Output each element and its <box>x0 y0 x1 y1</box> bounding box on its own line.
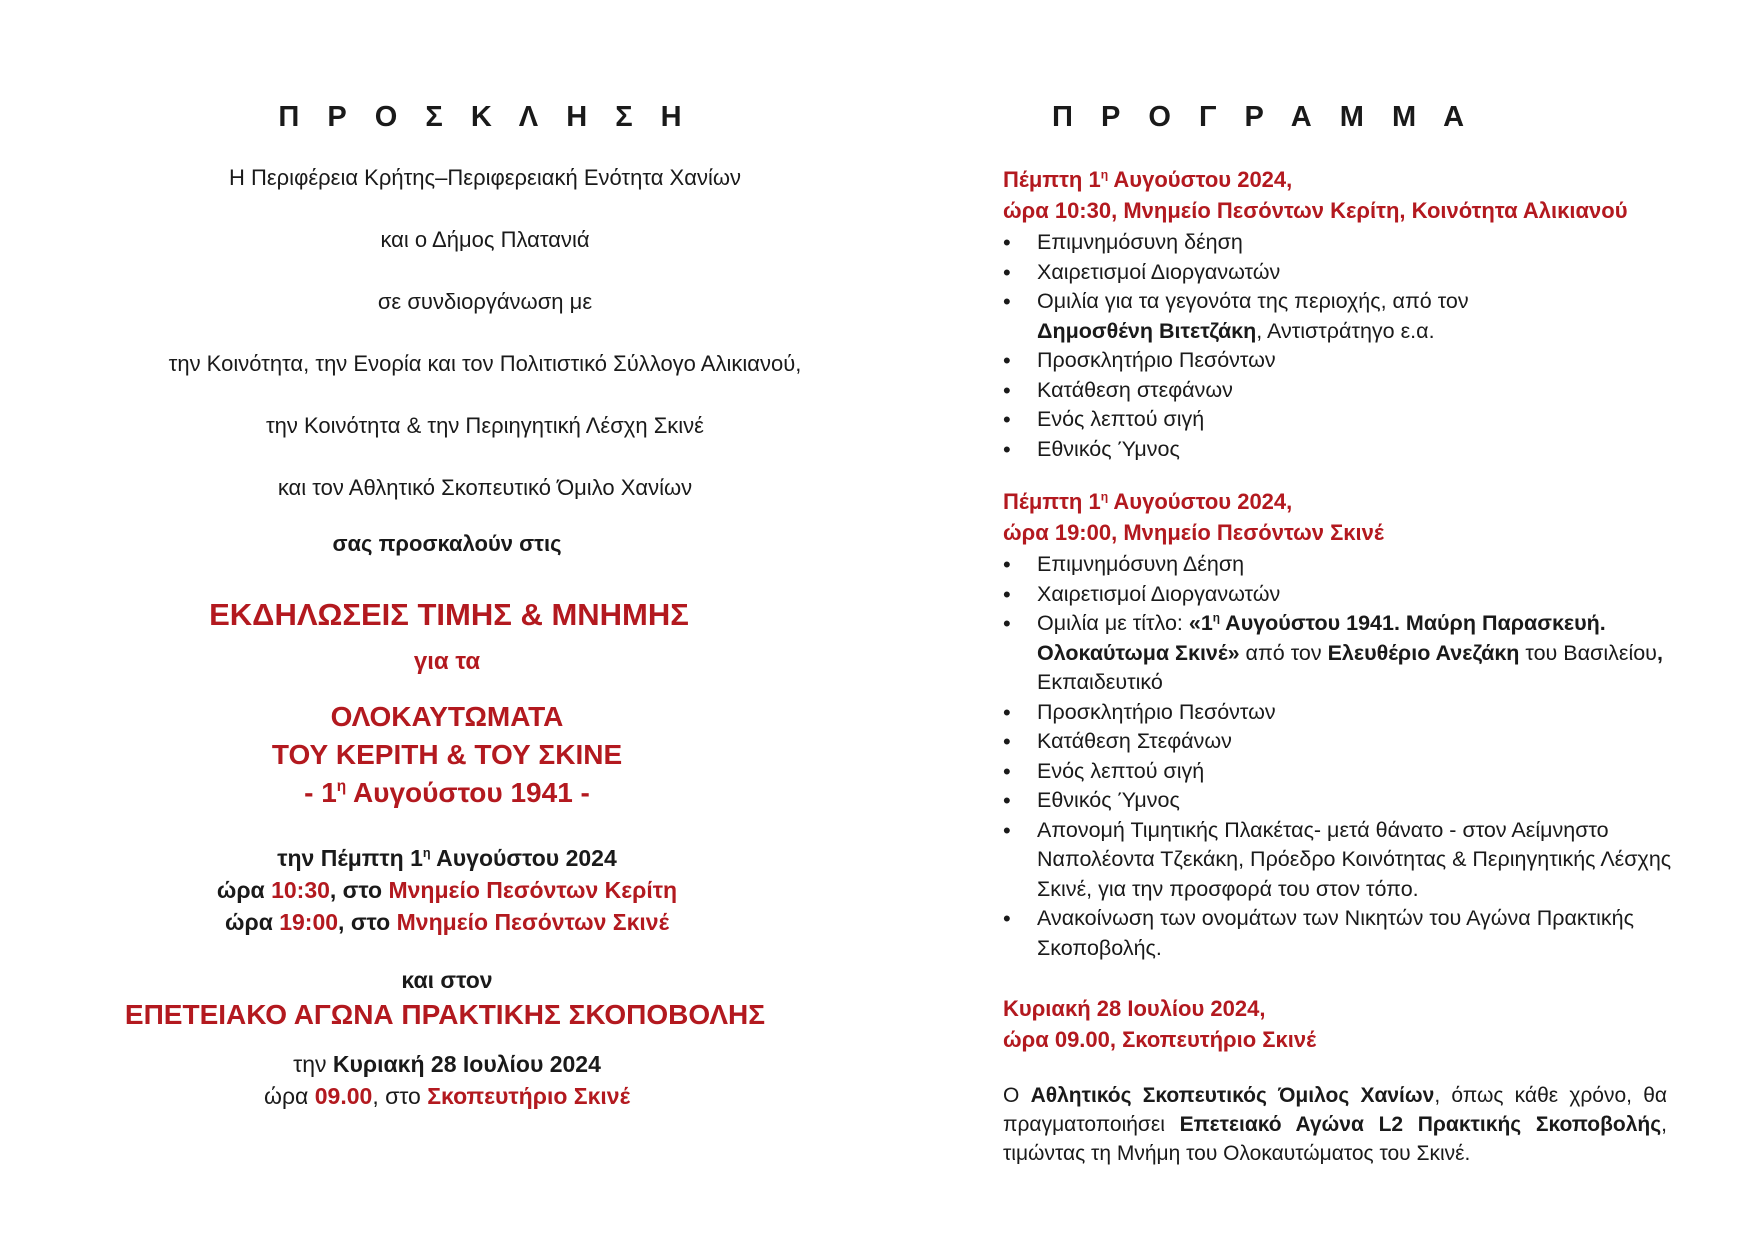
section-items <box>1003 550 1673 963</box>
list-item: • Ενός λεπτού σιγή <box>1003 405 1673 435</box>
for-the-line: για τα <box>413 648 481 675</box>
invitation-heading: Π Ρ Ο Σ Κ Λ Η Σ Η <box>278 101 692 133</box>
list-item: • Εθνικός Ύμνος <box>1003 435 1673 465</box>
programme-section-shooting <box>1003 993 1673 1168</box>
list-item: • Απονομή Τιμητικής Πλακέτας- μετά θάνατο - στον Αείμνηστο Ναπολέοντα Τζεκάκη, Πρόεδρο Κοινότητας & Περιηγητικής Λέσχης Σκινέ, για την προσφορά του στον τόπο. <box>1003 816 1673 905</box>
programme-section-keriti <box>1003 164 1673 464</box>
time-keriti: ώρα 10:30, στο Μνημείο Πεσόντων Κερίτη <box>216 877 678 903</box>
section-date: Κυριακή 28 Ιουλίου 2024, <box>1003 996 1266 1021</box>
list-item: • Εθνικός Ύμνος <box>1003 786 1673 816</box>
event-title: ΕΚΔΗΛΩΣΕΙΣ ΤΙΜΗΣ & ΜΝΗΜΗΣ <box>209 597 689 632</box>
and-at-line: και στον <box>401 967 493 993</box>
holocaust-line-1: ΟΛΟΚΑΥΤΩΜΑΤΑ <box>330 701 564 732</box>
list-item-speech: • Ομιλία για τα γεγονότα της περιοχής, από τον Δημοσθένη Βιτετζάκη, Αντιστράτηγο ε.α. <box>1003 287 1673 346</box>
list-item: • Κατάθεση στεφάνων <box>1003 376 1673 406</box>
invite-line: σας προσκαλούν στις <box>332 531 562 556</box>
time-shooting-range: ώρα 09.00, στο Σκοπευτήριο Σκινέ <box>264 1083 630 1109</box>
list-item: • Χαιρετισμοί Διοργανωτών <box>1003 258 1673 288</box>
list-item: • Επιμνημόσυνη δέηση <box>1003 228 1673 258</box>
section-items <box>1003 228 1673 464</box>
section-date: Πέμπτη $1^\eta$ Αυγούστου 2024, <box>1003 167 1293 192</box>
event-dates <box>92 842 802 938</box>
list-item: • Κατάθεση Στεφάνων <box>1003 727 1673 757</box>
holocaust-line-2: ΤΟΥ ΚΕΡΙΤΗ & ΤΟΥ ΣΚΙΝΕ <box>271 739 623 770</box>
time-skine: ώρα 19:00, στο Μνημείο Πεσόντων Σκινέ <box>225 909 669 935</box>
programme-section-skine <box>1003 486 1673 963</box>
contest-dates <box>92 1048 802 1112</box>
list-item: • Ενός λεπτού σιγή <box>1003 757 1673 787</box>
list-item: • Προσκλητήριο Πεσόντων <box>1003 346 1673 376</box>
intro-line: την Κοινότητα & την Περιηγητική Λέσχη Σκινέ <box>265 413 704 438</box>
programme-column <box>1003 100 1673 1168</box>
list-item: • Χαιρετισμοί Διοργανωτών <box>1003 580 1673 610</box>
intro-line: σε συνδιοργάνωση με <box>377 289 593 314</box>
section-date: Πέμπτη $1^\eta$ Αυγούστου 2024, <box>1003 489 1293 514</box>
contest-title: ΕΠΕΤΕΙΑΚΟ ΑΓΩΝΑ ΠΡΑΚΤΙΚΗΣ ΣΚΟΠΟΒΟΛΗΣ <box>124 999 766 1030</box>
list-item-speech: • Ομιλία με τίτλο: «$1^\eta$ Αυγούστου 1941. Μαύρη Παρασκευή. Ολοκαύτωμα Σκινέ» από τον Ελευθέριο Ανεζάκη του Βασιλείου, Εκπαιδευτικό <box>1003 609 1673 698</box>
list-item: • Προσκλητήριο Πεσόντων <box>1003 698 1673 728</box>
intro-line: Η Περιφέρεια Κρήτης–Περιφερειακή Ενότητα Χανίων <box>228 165 742 190</box>
intro-line: και τον Αθλητικό Σκοπευτικό Όμιλο Χανίων <box>277 475 693 500</box>
list-item: • Ανακοίνωση των ονομάτων των Νικητών του Αγώνα Πρακτικής Σκοποβολής. <box>1003 904 1673 963</box>
thursday-date: την Πέμπτη $1^\eta$ Αυγούστου 2024 <box>277 845 617 871</box>
section-time-place: ώρα 10:30, Μνημείο Πεσόντων Κερίτη, Κοινότητα Αλικιανού <box>1003 198 1628 223</box>
intro-line: και ο Δήμος Πλατανιά <box>380 227 590 252</box>
intro-line: την Κοινότητα, την Ενορία και τον Πολιτιστικό Σύλλογο Αλικιανού, <box>168 351 802 376</box>
programme-heading: Π Ρ Ο Γ Ρ Α Μ Μ Α <box>1051 101 1475 133</box>
section-time-place: ώρα 19:00, Μνημείο Πεσόντων Σκινέ <box>1003 520 1384 545</box>
sunday-date: την Κυριακή 28 Ιουλίου 2024 <box>293 1051 601 1077</box>
invitation-column <box>124 100 840 1112</box>
holocaust-block <box>92 698 802 812</box>
section-time-place: ώρα 09.00, Σκοπευτήριο Σκινέ <box>1003 1027 1317 1052</box>
holocaust-date: - $1^\eta$ Αυγούστου 1941 - <box>304 777 590 808</box>
list-item: • Επιμνημόσυνη Δέηση <box>1003 550 1673 580</box>
shooting-description: Ο Αθλητικός Σκοπευτικός Όμιλος Χανίων, όπως κάθε χρόνο, θα πραγματοποιήσει Επετειακό Αγώνα L2 Πρακτικής Σκοποβολής, τιμώντας τη Μνήμη του Ολοκαυτώματος του Σκινέ. <box>1003 1084 1668 1165</box>
